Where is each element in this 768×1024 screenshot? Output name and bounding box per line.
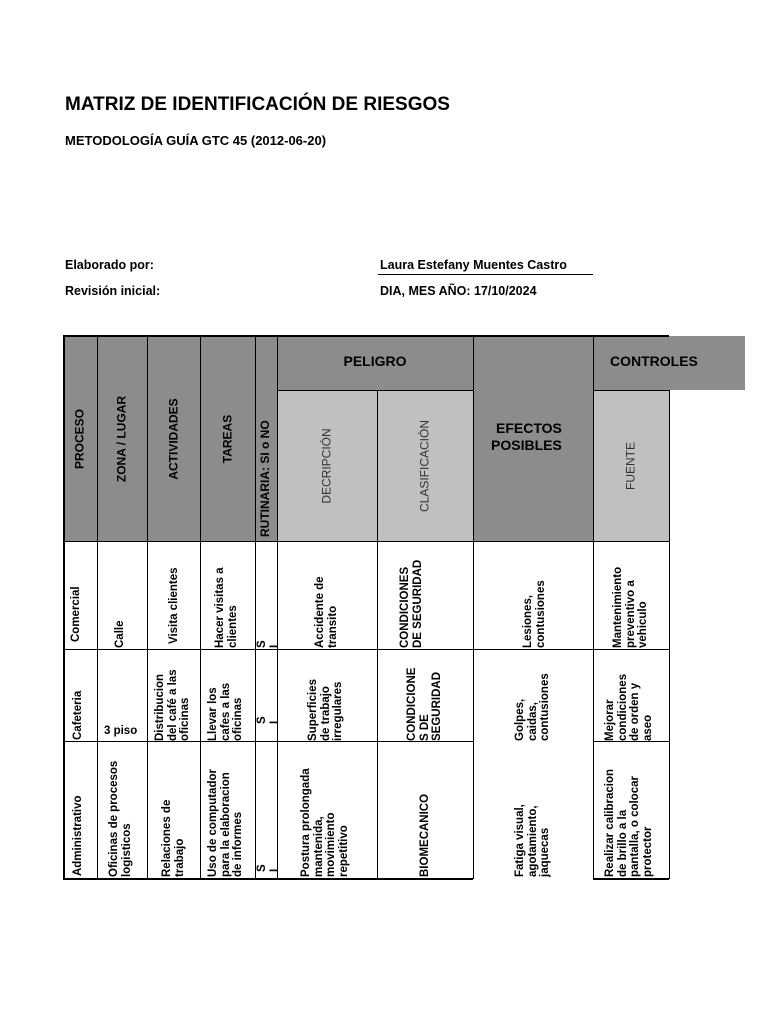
col-line-4 (255, 336, 256, 879)
col-line-3 (200, 336, 201, 879)
header-bottom-border (63, 541, 669, 542)
row2-proceso: Cafeteria (72, 690, 84, 740)
col-line-6 (377, 390, 378, 879)
col-line-0 (63, 335, 65, 880)
row3-bottom-border-b (593, 878, 669, 880)
prepared-by-value: Laura Estefany Muentes Castro (380, 258, 567, 272)
row3-proceso: Administrativo (72, 795, 84, 876)
row3-zona: Oficinas de procesos logisticos (108, 760, 133, 877)
prepared-by-underline (378, 274, 593, 275)
col-line-7 (473, 336, 474, 879)
row1-fuente: Mantenimiento preventivo a vehiculo (612, 566, 650, 648)
header-rutinaria: RUTINARIA: SI o NO (255, 336, 277, 541)
row2-actividades: Distribucion del café a las oficinas (154, 669, 192, 741)
row1-tareas: Hacer visitas a clientes (214, 567, 239, 648)
row2-rutinaria: S I (256, 716, 281, 724)
row2-clasificacion: CONDICIONE S DE SEGURIDAD (406, 667, 444, 741)
row2-bottom-border (63, 741, 473, 742)
row1-clasificacion: CONDICIONES DE SEGURIDAD (399, 559, 424, 648)
row1-bottom-border (63, 649, 669, 650)
col-line-9 (669, 390, 670, 879)
page-title: MATRIZ DE IDENTIFICACIÓN DE RIESGOS (65, 94, 450, 115)
col-line-2 (147, 336, 148, 879)
row3-efectos: Fatiga visual, agotamiento, jaquecas (514, 804, 552, 877)
controles-divider (593, 390, 669, 391)
header-proceso: PROCESO (63, 336, 97, 541)
row2-zona: 3 piso (104, 725, 138, 737)
row1-efectos: Lesiones, contusiones (522, 580, 547, 648)
peligro-divider (277, 390, 473, 391)
col-line-1 (97, 336, 98, 879)
row2-bottom-border-b (593, 741, 669, 742)
row3-rutinaria: S I (256, 864, 281, 872)
header-tareas: TAREAS (200, 336, 255, 541)
header-fuente: FUENTE (593, 390, 669, 541)
row3-actividades: Relaciones de trabajo (161, 799, 186, 877)
header-controles: CONTROLES (593, 336, 745, 390)
row3-descripcion: Postura prolongada mantenida, movimiento repetitivo (300, 768, 350, 877)
col-line-8 (593, 336, 594, 879)
table-top-border (63, 335, 669, 337)
page-subtitle: METODOLOGÍA GUÍA GTC 45 (2012-06-20) (65, 133, 327, 148)
header-descripcion: DECRIPCIÓN (277, 390, 377, 541)
row2-efectos: Golpes, caidas, contusiones (514, 673, 552, 741)
prepared-by-label: Elaborado por: (65, 258, 154, 272)
header-actividades: ACTIVIDADES (147, 336, 200, 541)
header-clasificacion: CLASIFICACIÓN (377, 390, 473, 541)
row2-descripcion: Superficies de trabajo irregulares (307, 679, 345, 741)
row1-zona: Calle (114, 620, 126, 648)
col-line-5 (277, 336, 278, 879)
row1-actividades: Visita clientes (168, 567, 180, 644)
row2-tareas: Llevar los cafes a las oficinas (207, 682, 245, 741)
header-efectos: EFECTOS POSIBLES (473, 336, 593, 541)
header-peligro: PELIGRO (277, 336, 473, 390)
row3-tareas: Uso de computador para la elaboracion de informes (207, 769, 245, 877)
revision-value: DIA, MES AÑO: 17/10/2024 (380, 284, 537, 298)
revision-label: Revisión inicial: (65, 284, 161, 298)
header-zona: ZONA / LUGAR (97, 336, 147, 541)
row3-bottom-border (63, 878, 473, 880)
row1-rutinaria: S I (256, 640, 281, 648)
row2-fuente: Mejorar condiciones de orden y aseo (604, 673, 654, 741)
row1-descripcion: Accidente de transito (314, 576, 339, 648)
row1-proceso: Comercial (70, 586, 82, 642)
row3-clasificacion: BIOMECANICO (419, 793, 431, 877)
row3-fuente: Realizar calibracion de brillo a la pantalla, o colocar protector (604, 768, 654, 877)
